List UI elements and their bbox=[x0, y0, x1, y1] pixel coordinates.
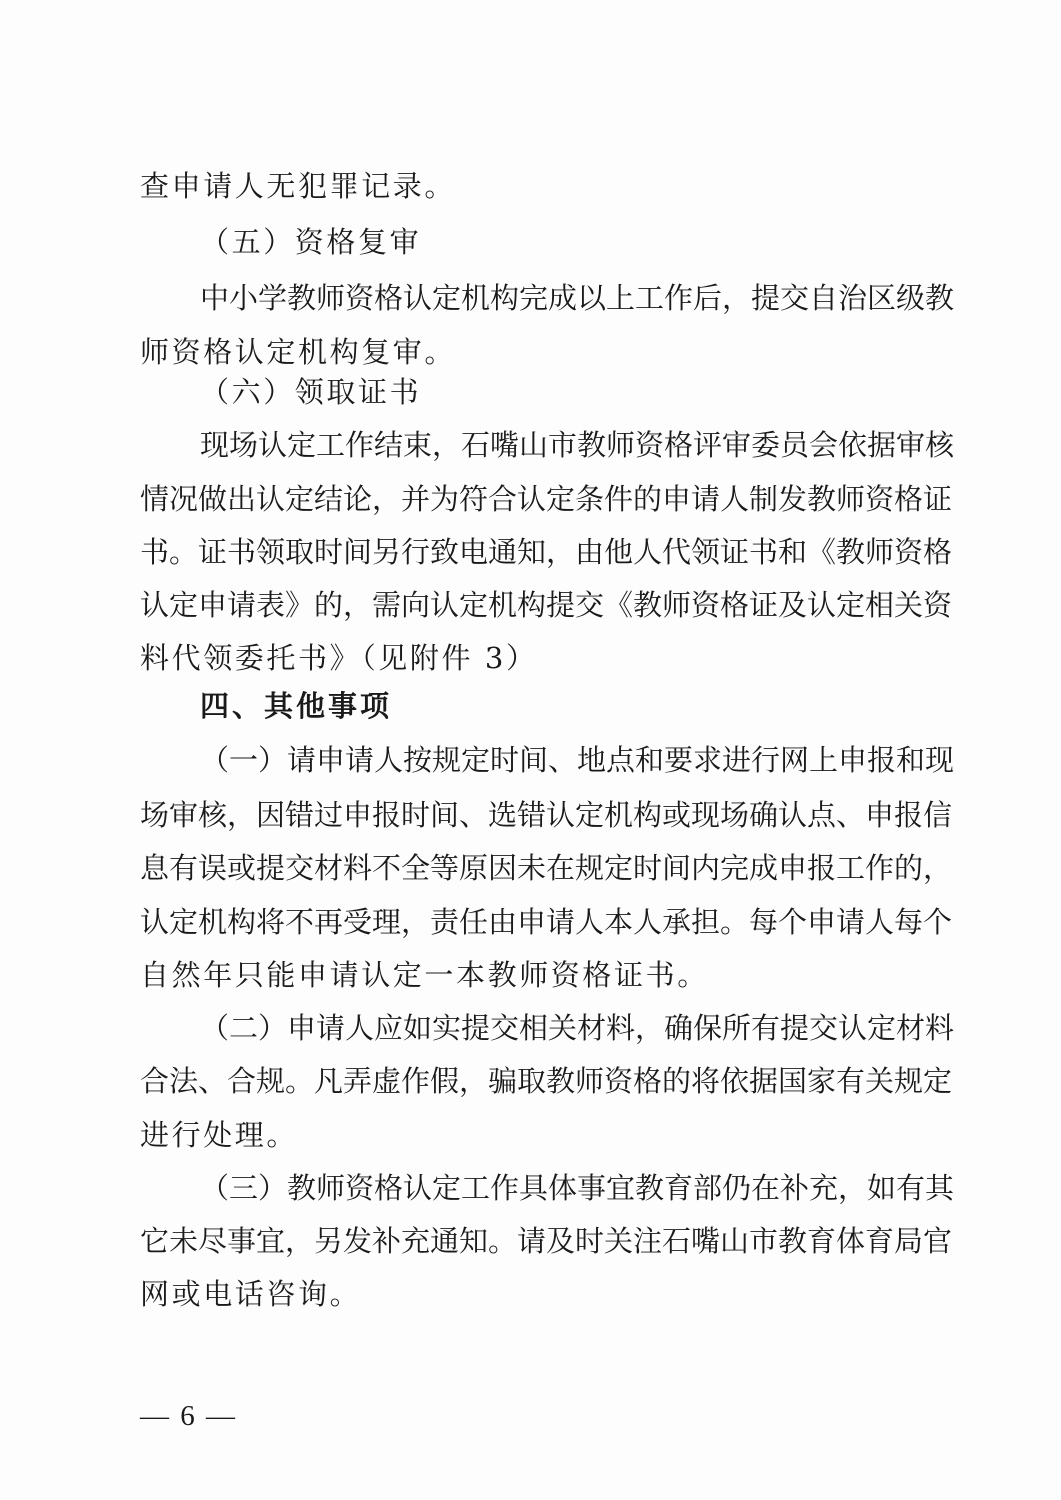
paragraph-line: （三）教师资格认定工作具体事宜教育部仍在补充，如有其 bbox=[200, 1171, 955, 1205]
paragraph-line: （二）申请人应如实提交相关材料，确保所有提交认定材料 bbox=[200, 1011, 955, 1045]
paragraph-line: 网或电话咨询。 bbox=[140, 1277, 362, 1311]
paragraph-line: 料代领委托书》（见附件 3） bbox=[140, 641, 538, 675]
paragraph-line: 认定机构将不再受理，责任由申请人本人承担。每个申请人每个 bbox=[140, 905, 953, 939]
section-heading-certificate: （六）领取证书 bbox=[200, 375, 422, 409]
paragraph-line: 它未尽事宜，另发补充通知。请及时关注石嘴山市教育体育局官 bbox=[140, 1224, 953, 1258]
paragraph-line: 中小学教师资格认定机构完成以上工作后，提交自治区级教 bbox=[200, 281, 955, 315]
paragraph-line: 进行处理。 bbox=[140, 1118, 299, 1152]
paragraph-line: 自然年只能申请认定一本教师资格证书。 bbox=[140, 958, 709, 992]
section-heading-review: （五）资格复审 bbox=[200, 225, 422, 259]
paragraph-line: 场审核，因错过申报时间、选错认定机构或现场确认点、申报信 bbox=[140, 798, 953, 832]
page-number: — 6 — bbox=[140, 1400, 237, 1432]
paragraph-line: 情况做出认定结论，并为符合认定条件的申请人制发教师资格证 bbox=[140, 482, 953, 516]
paragraph-line: 息有误或提交材料不全等原因未在规定时间内完成申报工作的， bbox=[140, 851, 953, 885]
paragraph-line: 查申请人无犯罪记录。 bbox=[140, 169, 457, 203]
paragraph-line: 现场认定工作结束，石嘴山市教师资格评审委员会依据审核 bbox=[200, 428, 955, 462]
paragraph-line: 合法、合规。凡弄虚作假，骗取教师资格的将依据国家有关规定 bbox=[140, 1064, 953, 1098]
paragraph-line: 师资格认定机构复审。 bbox=[140, 335, 457, 369]
section-heading-other-matters: 四、其他事项 bbox=[200, 689, 393, 723]
paragraph-line: （一）请申请人按规定时间、地点和要求进行网上申报和现 bbox=[200, 743, 955, 777]
paragraph-line: 认定申请表》的，需向认定机构提交《教师资格证及认定相关资 bbox=[140, 588, 953, 622]
paragraph-line: 书。证书领取时间另行致电通知，由他人代领证书和《教师资格 bbox=[140, 535, 953, 569]
